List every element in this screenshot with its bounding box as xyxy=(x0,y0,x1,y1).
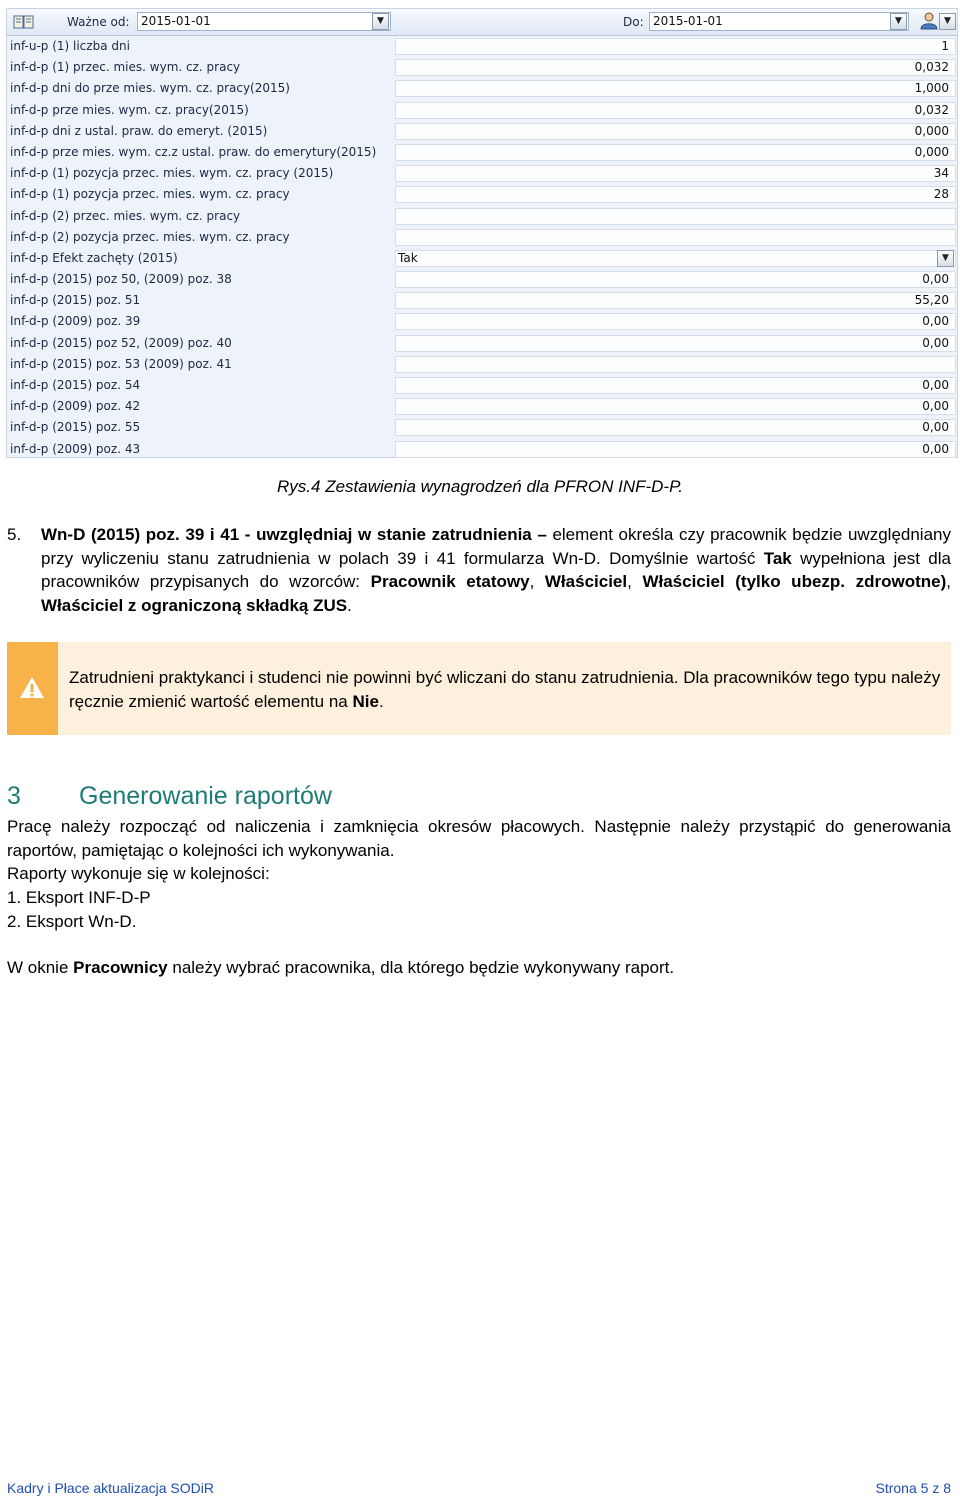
row-label: Inf-d-p (2009) poz. 39 xyxy=(10,314,141,329)
valid-from-field[interactable] xyxy=(137,12,391,31)
warning-note xyxy=(7,642,951,735)
footer-page-number: Strona 5 z 8 xyxy=(875,1480,951,1496)
table-row[interactable] xyxy=(7,100,957,121)
row-value[interactable]: 0,00 xyxy=(395,335,956,352)
footer-left: Kadry i Płace aktualizacja SODiR xyxy=(7,1480,214,1496)
item-number: 5. xyxy=(7,525,22,544)
table-row[interactable] xyxy=(7,396,957,417)
row-label: inf-d-p dni do prze mies. wym. cz. pracy(2015) xyxy=(10,81,290,96)
row-label: inf-d-p (2015) poz. 51 xyxy=(10,293,141,308)
separator: , xyxy=(627,572,643,591)
figure-caption: Rys.4 Zestawienia wynagrodzeń dla PFRON INF-D-P. xyxy=(277,477,683,496)
item-text: element określa czy pracownik będzie uwzględniany przy wyliczeniu stanu zatrudnienia w polach 39 i 41 formularza Wn-D. Domyślnie wartość xyxy=(41,525,951,568)
table-row[interactable] xyxy=(7,78,957,99)
table-row[interactable] xyxy=(7,269,957,290)
parameters-grid xyxy=(6,8,958,458)
item-title: Wn-D (2015) poz. 39 i 41 - uwzględniaj w stanie zatrudnienia – xyxy=(41,525,547,544)
row-value[interactable]: 0,00 xyxy=(395,313,956,330)
table-row[interactable] xyxy=(7,290,957,311)
note-bar xyxy=(7,642,58,735)
row-value[interactable]: 0,032 xyxy=(395,59,956,76)
template-name: Właściciel xyxy=(544,572,628,591)
template-name: Pracownik etatowy xyxy=(370,572,530,591)
row-label: inf-d-p prze mies. wym. cz.z ustal. praw. do emerytury(2015) xyxy=(10,144,377,159)
table-row[interactable] xyxy=(7,121,957,142)
row-label: inf-d-p (2) przec. mies. wym. cz. pracy xyxy=(10,208,241,223)
table-row[interactable] xyxy=(7,36,957,57)
item-body xyxy=(41,523,951,617)
grid-header xyxy=(7,9,957,36)
table-row[interactable] xyxy=(7,311,957,332)
to-label: Do: xyxy=(623,15,644,29)
row-value[interactable]: 1,000 xyxy=(395,80,956,97)
to-date-value: 2015-01-01 xyxy=(653,14,723,28)
section-paragraph: Raporty wykonuje się w kolejności: xyxy=(7,864,270,883)
row-value[interactable]: 0,00 xyxy=(395,398,956,415)
row-label: inf-d-p (2015) poz 50, (2009) poz. 38 xyxy=(10,272,232,287)
valid-from-label: Ważne od: xyxy=(67,15,130,29)
separator: . xyxy=(347,595,352,615)
section-paragraph: Pracę należy rozpocząć od naliczenia i zamknięcia okresów płacowych. Następnie należy przystąpić do generowania raportów, pamiętając o kolejności ich wykonywania. xyxy=(7,817,951,860)
table-row[interactable] xyxy=(7,163,957,184)
row-label: inf-d-p (1) pozycja przec. mies. wym. cz. pracy (2015) xyxy=(10,166,334,181)
template-name: Właściciel (tylko ubezp. zdrowotne) xyxy=(642,572,947,591)
section-number: 3 xyxy=(7,782,21,810)
item-text: wypełniona jest dla pracowników przypisanych do wzorców: xyxy=(41,548,951,591)
table-row[interactable] xyxy=(7,354,957,375)
paragraph-text: W oknie xyxy=(7,958,74,977)
row-value[interactable]: 0,00 xyxy=(395,441,956,458)
row-value[interactable]: 55,20 xyxy=(395,292,956,309)
efekt-zachety-select[interactable] xyxy=(395,250,956,267)
row-value[interactable]: 34 xyxy=(395,165,956,182)
valid-from-value: 2015-01-01 xyxy=(141,14,211,28)
chevron-down-icon[interactable]: ▼ xyxy=(937,250,954,267)
person-icon[interactable] xyxy=(919,12,939,30)
note-text xyxy=(69,666,945,713)
table-row[interactable] xyxy=(7,417,957,438)
row-label: inf-d-p (2015) poz. 55 xyxy=(10,420,141,435)
row-label: inf-d-p (1) przec. mies. wym. cz. pracy xyxy=(10,60,241,75)
value-tak: Tak xyxy=(763,548,792,568)
select-value: Tak xyxy=(398,250,418,265)
table-row[interactable] xyxy=(7,439,957,460)
template-name: Właściciel z ograniczoną składką ZUS xyxy=(41,595,348,615)
row-value[interactable]: 0,032 xyxy=(395,102,956,119)
list-item-5 xyxy=(7,523,951,617)
row-label: inf-u-p (1) liczba dni xyxy=(10,39,130,53)
row-value[interactable]: 0,00 xyxy=(395,377,956,394)
book-icon[interactable] xyxy=(13,14,35,30)
row-value[interactable]: 28 xyxy=(395,186,956,203)
row-value[interactable]: 0,00 xyxy=(395,419,956,436)
row-value[interactable]: 0,000 xyxy=(395,123,956,140)
row-label: inf-d-p (2015) poz. 54 xyxy=(10,378,141,392)
row-value[interactable]: 1 xyxy=(395,38,956,55)
chevron-down-icon[interactable]: ▼ xyxy=(372,13,389,30)
note-body: Zatrudnieni praktykanci i studenci nie powinni być wliczani do stanu zatrudnienia. Dla pracowników tego typu należy ręcznie zmienić wartość elementu na xyxy=(69,668,941,711)
row-label: inf-d-p (2009) poz. 42 xyxy=(10,399,141,414)
table-row[interactable] xyxy=(7,375,957,396)
list-item: 1. Eksport INF-D-P xyxy=(7,888,151,907)
chevron-down-icon[interactable]: ▼ xyxy=(890,13,907,30)
separator: , xyxy=(946,572,951,591)
row-label: inf-d-p (2015) poz. 53 (2009) poz. 41 xyxy=(10,356,232,371)
table-row[interactable] xyxy=(7,142,957,163)
table-row[interactable] xyxy=(7,227,957,248)
grid-rows xyxy=(7,36,957,460)
section-title: Generowanie raportów xyxy=(79,782,332,810)
row-value[interactable]: 0,00 xyxy=(395,271,956,288)
row-label: inf-d-p (2015) poz 52, (2009) poz. 40 xyxy=(10,335,232,350)
list-item: 2. Eksport Wn-D. xyxy=(7,912,137,931)
row-label: inf-d-p (2) pozycja przec. mies. wym. cz. pracy xyxy=(10,229,290,244)
warning-icon xyxy=(19,676,45,699)
row-value[interactable]: 0,000 xyxy=(395,144,956,161)
separator: , xyxy=(529,572,545,591)
row-value[interactable] xyxy=(395,208,956,225)
to-date-field[interactable] xyxy=(649,12,909,31)
row-value[interactable] xyxy=(395,356,956,373)
table-row[interactable] xyxy=(7,57,957,78)
row-label: inf-d-p Efekt zachęty (2015) xyxy=(10,250,178,265)
separator: . xyxy=(378,691,384,711)
row-label: inf-d-p dni z ustal. praw. do emeryt. (2015) xyxy=(10,123,268,138)
value-nie: Nie xyxy=(352,691,379,711)
chevron-down-icon[interactable]: ▼ xyxy=(939,13,956,30)
row-label: inf-d-p (2009) poz. 43 xyxy=(10,441,141,456)
table-row[interactable] xyxy=(7,184,957,205)
paragraph-text: należy wybrać pracownika, dla którego będzie wykonywany raport. xyxy=(167,958,675,977)
table-row[interactable] xyxy=(7,206,957,227)
row-value[interactable] xyxy=(395,229,956,246)
table-row[interactable] xyxy=(7,248,957,269)
row-label: inf-d-p prze mies. wym. cz. pracy(2015) xyxy=(10,102,249,117)
section-paragraph xyxy=(7,956,951,980)
row-label: inf-d-p (1) pozycja przec. mies. wym. cz. pracy xyxy=(10,187,290,202)
table-row[interactable] xyxy=(7,333,957,354)
window-name: Pracownicy xyxy=(73,958,168,977)
